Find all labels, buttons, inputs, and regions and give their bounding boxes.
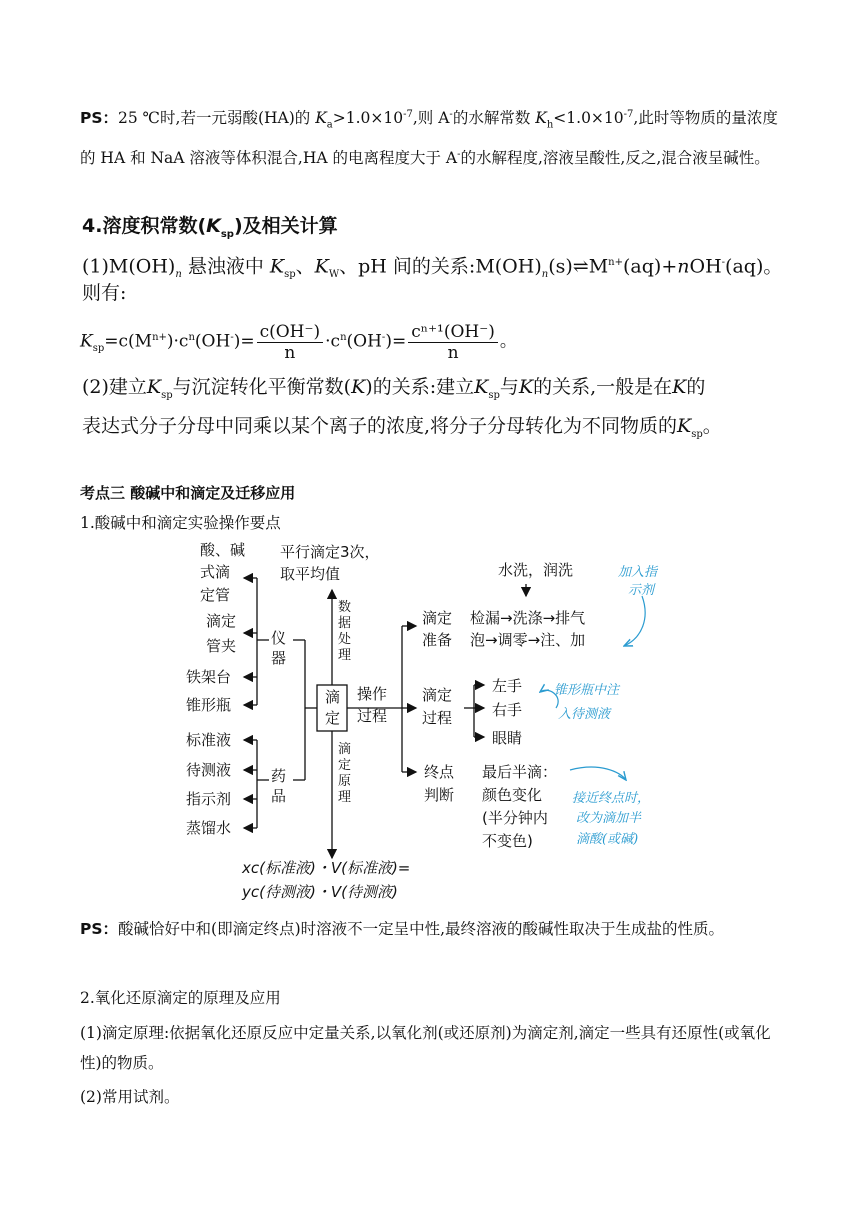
handwritten-note-flask: 锥形瓶中注 [554,683,620,698]
subsection-1-title: 1.酸碱中和滴定实验操作要点 [80,514,281,532]
handwritten-note-endpoint: 改为滴加半 [576,811,642,826]
principle-label: 原 [337,774,351,789]
subsection-2-point-2: (2)常用试剂。 [80,1088,180,1106]
process-item: 右手 [492,701,523,719]
principle-label: 滴 [337,742,351,757]
prep-step: 泡→调零→注、加 [470,631,586,649]
instrument-item: 锥形瓶 [186,696,232,714]
parallel-titration-note: 取平均值 [280,565,341,583]
kaodian-3-title: 考点三 酸碱中和滴定及迁移应用 [80,484,296,502]
handwritten-note-indicator: 示剂 [628,583,655,598]
ps-paragraph-2: PS：酸碱恰好中和(即滴定终点)时溶液不一定呈中性,最终溶液的酸碱性取决于生成盐的性质。 [80,920,725,938]
prep-label: 滴定 [422,609,453,627]
endpoint-detail: 最后半滴： [482,763,558,781]
subsection-2-title: 2.氧化还原滴定的原理及应用 [80,989,281,1007]
instrument-item: 式滴 [200,563,231,581]
endpoint-detail: 不变色) [482,832,533,850]
principle-label: 定 [337,758,351,773]
prep-step: 水洗，润洗 [498,561,574,579]
instruments-label: 器 [271,649,287,667]
instrument-item: 酸、碱 [200,541,246,559]
center-label: 滴 [325,688,341,706]
principle-label: 理 [337,790,351,805]
reagents-label: 品 [271,787,287,805]
section-4-point-1: $(1)M(OH)_n$ 悬浊液中 $K_{sp}$、$K_W$、pH 间的关系$:M(OH)_n(s)\rightleftharpoons M^{n+}(aq)+nOH^-(aq)$。 [82,255,783,281]
endpoint-detail: (半分钟内 [482,809,548,827]
instrument-item: 管夹 [206,637,237,655]
fraction-1: $\frac{c(OH^-)}{n}$ [257,322,324,363]
handwritten-note-endpoint: 接近终点时， [572,791,651,806]
data-processing-label: 理 [337,648,351,663]
operation-label: 过程 [357,707,388,725]
process-label: 滴定 [422,686,453,704]
handwritten-note-indicator: 加入指 [618,565,658,580]
ps-paragraph-1: PS：25 ℃时,若一元弱酸(HA)的 $K_a>1.0\times 10^{-7}$,则 A-的水解常数 $K_h<1.0\times 10^{-7}$,此时等物质的量浓度的 HA 和 NaA 溶液等体积混合,HA 的电离程度大于 A-的水解程度,溶液呈酸性,反之,混合液呈碱性。 [80,109,778,168]
reagent-item: 标准液 [186,731,232,749]
handwritten-note-endpoint: 滴酸(或碱) [576,832,639,847]
endpoint-label: 判断 [424,786,455,804]
ksp-formula: $K_{sp}=c(M^{n+})\cdot c^n(OH^-)=$ $\frac{c(OH^-)}{n}$ $\cdot c^n(OH^-)=$ $\frac{\text{cⁿ⁺¹(OH⁻)}}{n}$ 。 [80,321,517,363]
reagent-item: 待测液 [186,761,232,779]
instrument-item: 定管 [200,586,231,604]
data-processing-label: 据 [337,616,351,631]
then-text: 则有: [82,282,127,304]
section-4-title: 4.溶度积常数$(K_{sp})$及相关计算 [82,215,338,240]
prep-step: 检漏→洗涤→排气 [470,609,586,627]
reagent-item: 指示剂 [186,790,232,808]
operation-label: 操作 [357,685,388,703]
prep-label: 准备 [422,631,453,649]
instrument-item: 铁架台 [186,668,232,686]
fraction-2: $\frac{\text{cⁿ⁺¹(OH⁻)}}{n}$ [408,322,498,363]
titration-flow-diagram [180,540,690,912]
data-processing-label: 处 [337,632,351,647]
subsection-2-point-1: (1)滴定原理:依据氧化还原反应中定量关系,以氧化剂(或还原剂)为滴定剂,滴定一些具有还原性(或氧化性)的物质。 [80,1024,771,1072]
process-item: 左手 [492,677,523,695]
endpoint-label: 终点 [424,763,455,781]
instrument-item: 滴定 [206,612,237,630]
instruments-label: 仪 [271,629,287,647]
ps-label: PS： [80,920,119,938]
parallel-titration-note: 平行滴定3次， [280,543,380,561]
reagent-item: 蒸馏水 [186,819,232,837]
data-processing-label: 数 [337,600,351,615]
center-label: 定 [325,709,341,727]
equilibrium-arrow: ⇌ [572,255,589,278]
reagents-label: 药 [271,767,287,785]
endpoint-detail: 颜色变化 [482,786,543,804]
ps-label: PS： [80,109,119,128]
process-item: 眼睛 [492,729,523,747]
principle-equation: xc(标准液)・V(标准液)= [242,859,411,877]
process-label: 过程 [422,709,453,727]
handwritten-note-flask: 入待测液 [558,707,611,722]
section-4-point-2: (2)建立$K_{sp}$与沉淀转化平衡常数(K)的关系:建立$K_{sp}$与K的关系,一般是在K的表达式分子分母中同乘以某个离子的浓度,将分子分母转化为不同物质的$K_{sp}$。 [82,376,722,440]
principle-equation: yc(待测液)・V(待测液) [242,883,398,901]
